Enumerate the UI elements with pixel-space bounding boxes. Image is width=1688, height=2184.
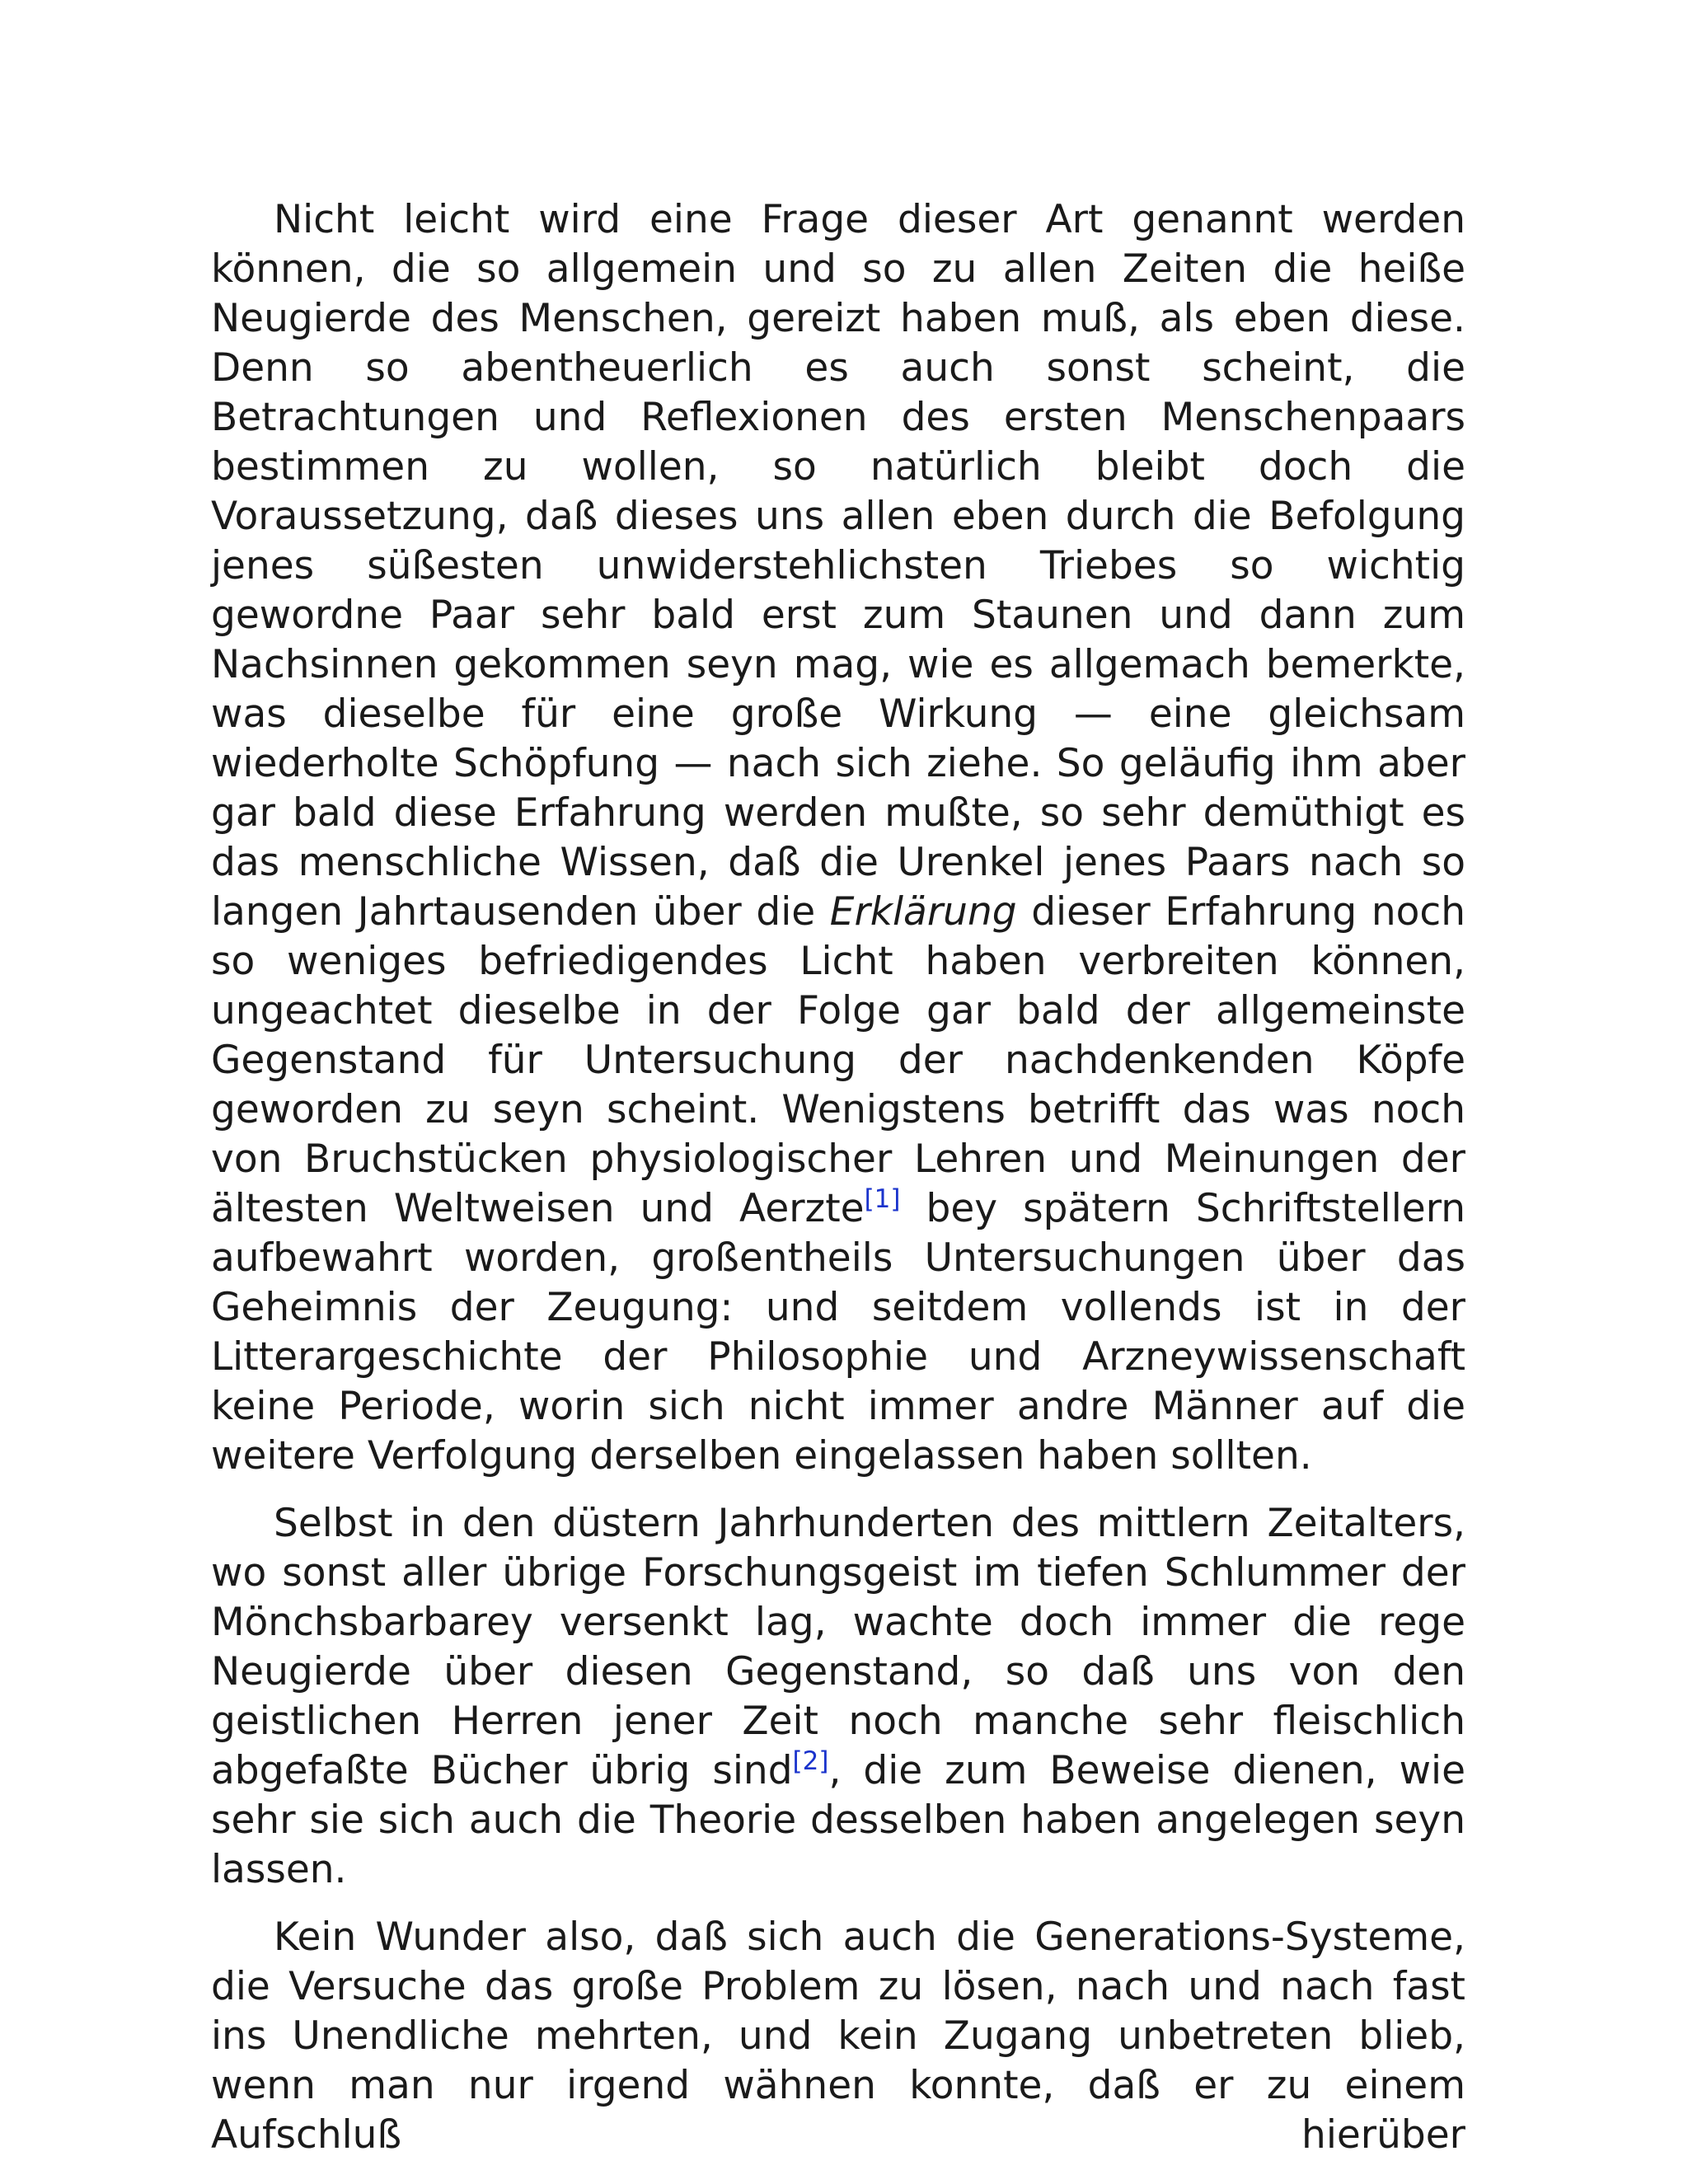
- paragraph-2: [211, 1499, 1465, 1895]
- paragraph-2-text-a: Selbst in den düstern Jahrhunderten des mittlern Zeitalters, wo sonst aller übrige Forschungsgeist im tiefen Schlummer der Mönchsbarbarey versenkt lag, wachte doch immer die rege Neugierde über diesen Gegenstand, so daß uns von den geistlichen Herren jener Zeit noch manche sehr fleischlich abgefaßte Bücher übrig sind: [211, 1501, 1465, 1793]
- paragraph-3: [211, 1913, 1465, 2160]
- paragraph-1-emphasis: Erklärung: [829, 889, 1017, 935]
- paragraph-1: [211, 195, 1465, 1481]
- footnote-link-1[interactable]: [1]: [864, 1184, 901, 1214]
- paragraph-2-text-b: , die zum Beweise dienen, wie sehr sie sich auch die Theorie desselben haben angelegen seyn lassen.: [211, 1748, 1466, 1892]
- footnote-link-2[interactable]: [2]: [792, 1746, 829, 1776]
- paragraph-1-text-c: bey spätern Schriftstellern aufbewahrt worden, großentheils Untersuchungen über das Geheimnis der Zeugung: und seitdem vollends ist in der Litterargeschichte der Philosophie und Arzneywissenschaft keine Periode, worin sich nicht immer andre Männer auf die weitere Verfolgung derselben eingelassen haben sollten.: [211, 1186, 1465, 1479]
- paragraph-3-text-a: Kein Wunder also, daß sich auch die Generations-Systeme, die Versuche das große Problem zu lösen, nach und nach fast ins Unendliche mehrten, und kein Zugang unbetreten blieb, wenn man nur irgend wähnen konnte, daß er zu einem Aufschluß hierüber: [211, 1915, 1465, 2158]
- document-page: [211, 195, 1465, 2178]
- paragraph-1-text-b: dieser Erfahrung noch so weniges befriedigendes Licht haben verbreiten können, ungeachtet dieselbe in der Folge gar bald der allgemeinste Gegenstand für Untersuchung der nachdenkenden Köpfe geworden zu seyn scheint. Wenigstens betrifft das was noch von Bruchstücken physiologischer Lehren und Meinungen der ältesten Weltweisen und Aerzte: [211, 889, 1465, 1231]
- paragraph-1-text-a: Nicht leicht wird eine Frage dieser Art genannt werden können, die so allgemein und so zu allen Zeiten die heiße Neugierde des Menschen, gereizt haben muß, als eben diese. Denn so abentheuerlich es auch sonst scheint, die Betrachtungen und Reflexionen des ersten Menschenpaars bestimmen zu wollen, so natürlich bleibt doch die Voraussetzung, daß dieses uns allen eben durch die Befolgung jenes süßesten unwiderstehlichsten Triebes so wichtig gewordne Paar sehr bald erst zum Staunen und dann zum Nachsinnen gekommen seyn mag, wie es allgemach bemerkte, was dieselbe für eine große Wirkung — eine gleichsam wiederholte Schöpfung — nach sich ziehe. So geläufig ihm aber gar bald diese Erfahrung werden mußte, so sehr demüthigt es das menschliche Wissen, daß die Urenkel jenes Paars nach so langen Jahrtausenden über die: [211, 197, 1465, 935]
